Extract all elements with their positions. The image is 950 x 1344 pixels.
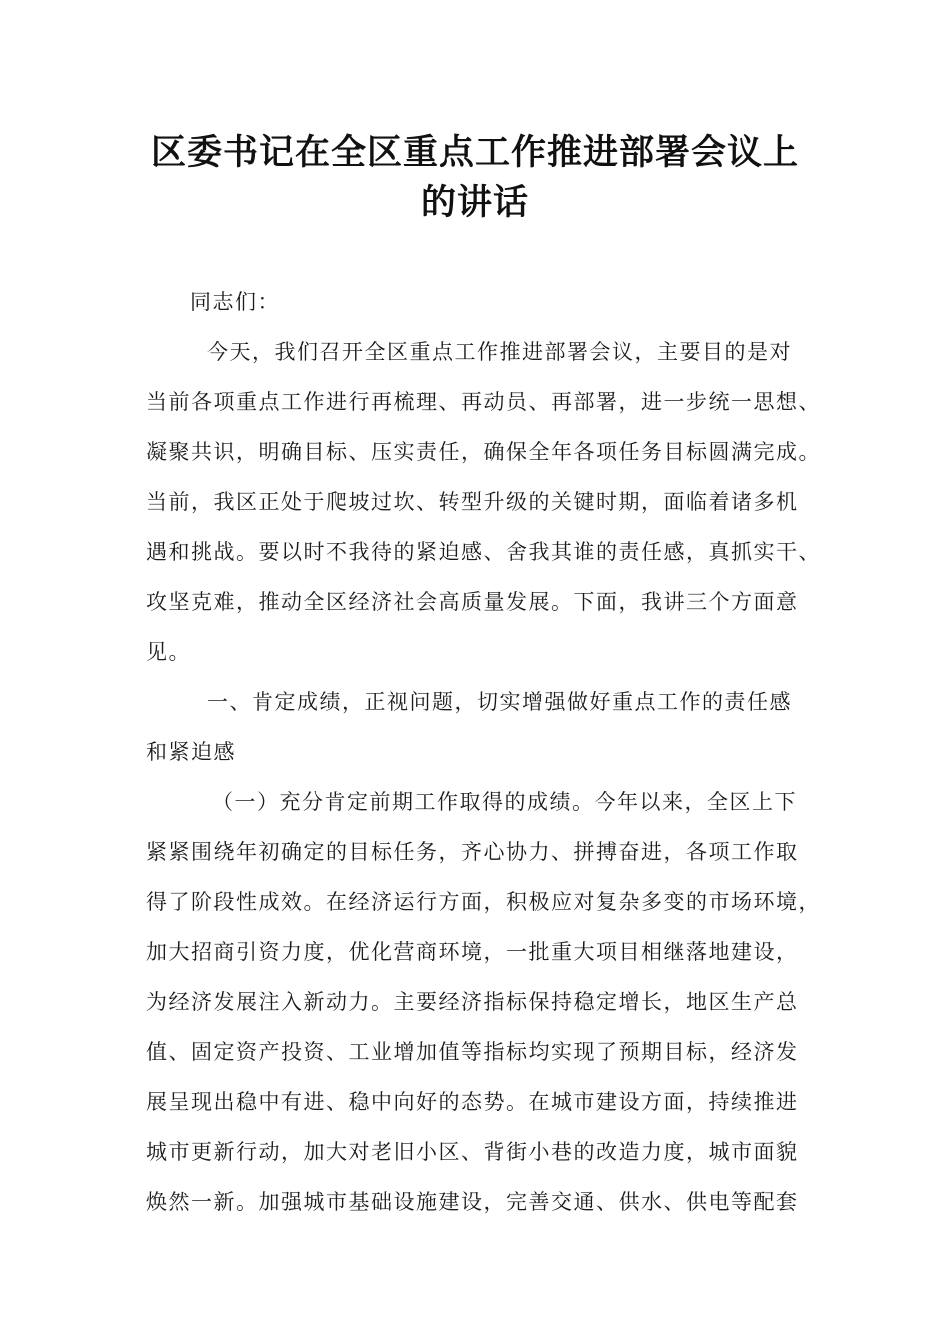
document-body: [146, 277, 826, 1227]
paragraph-line: 紧紧围绕年初确定的目标任务，齐心协力、拼搏奋进，各项工作取: [146, 840, 799, 864]
paragraph-line: 当前各项重点工作进行再梳理、再动员、再部署，进一步统一思想、: [146, 390, 821, 414]
title-line: 区委书记在全区重点工作推进部署会议上: [150, 133, 799, 173]
paragraph-line: 见。: [146, 640, 191, 664]
paragraph-line: 遇和挑战。要以时不我待的紧迫感、舍我其谁的责任感，真抓实干、: [146, 540, 821, 564]
paragraph-line: 得了阶段性成效。在经济运行方面，积极应对复杂多变的市场环境，: [146, 890, 821, 914]
subsection-line: （一）充分肯定前期工作取得的成绩。今年以来，全区上下: [212, 790, 797, 814]
paragraph-line: 今天，我们召开全区重点工作推进部署会议，主要目的是对: [207, 340, 792, 364]
paragraph-line: 焕然一新。加强城市基础设施建设，完善交通、供水、供电等配套: [146, 1190, 799, 1214]
section-heading: 和紧迫感: [146, 740, 236, 764]
section-heading: 一、肯定成绩，正视问题，切实增强做好重点工作的责任感: [207, 690, 792, 714]
paragraph-line: 值、固定资产投资、工业增加值等指标均实现了预期目标，经济发: [146, 1040, 799, 1064]
salutation: 同志们：: [190, 290, 280, 314]
paragraph-line: 展呈现出稳中有进、稳中向好的态势。在城市建设方面，持续推进: [146, 1090, 799, 1114]
document-title: [110, 128, 840, 228]
title-line: 的讲话: [420, 183, 529, 223]
paragraph-line: 城市更新行动，加大对老旧小区、背街小巷的改造力度，城市面貌: [146, 1140, 799, 1164]
paragraph-line: 攻坚克难，推动全区经济社会高质量发展。下面，我讲三个方面意: [146, 590, 799, 614]
paragraph-line: 为经济发展注入新动力。主要经济指标保持稳定增长，地区生产总: [146, 990, 799, 1014]
paragraph-line: 当前，我区正处于爬坡过坎、转型升级的关键时期，面临着诸多机: [146, 490, 799, 514]
paragraph-line: 凝聚共识，明确目标、压实责任，确保全年各项任务目标圆满完成。: [146, 440, 821, 464]
paragraph-line: 加大招商引资力度，优化营商环境，一批重大项目相继落地建设，: [146, 940, 799, 964]
